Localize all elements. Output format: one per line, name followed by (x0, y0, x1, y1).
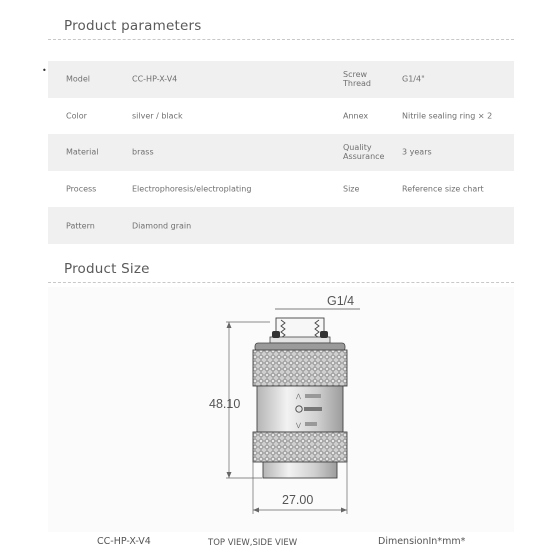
param-label: Pattern (66, 221, 95, 231)
param-label: Process (66, 184, 97, 194)
param-value: G1/4" (402, 74, 425, 84)
param-label: Screw Thread (343, 70, 371, 89)
param-value: silver / black (132, 111, 183, 121)
param-value: 3 years (402, 147, 432, 157)
params-section-title: Product parameters (64, 18, 202, 34)
param-value: Electrophoresis/electroplating (132, 184, 252, 194)
caption-view: TOP VIEW,SIDE VIEW (208, 538, 298, 548)
caption-unit: DimensionIn*mm* (378, 536, 466, 547)
caption-model: CC-HP-X-V4 (97, 536, 151, 547)
width-dimension-label: 27.00 (282, 493, 314, 507)
height-dimension-label: 48.10 (209, 397, 241, 411)
down-arrow-icon: ⋁ (296, 422, 301, 429)
up-arrow-icon: ⋀ (296, 393, 301, 400)
param-label: Quality Assurance (343, 143, 385, 162)
param-value: Diamond grain (132, 221, 192, 231)
param-label: Color (66, 111, 87, 121)
param-label: Model (66, 74, 91, 84)
param-label: Material (66, 147, 99, 157)
param-value: Nitrile sealing ring × 2 (402, 111, 493, 121)
size-section-title: Product Size (64, 261, 150, 277)
param-label: Annex (343, 111, 369, 121)
thread-size-label: G1/4 (327, 294, 355, 308)
stray-mark: • (42, 66, 47, 75)
param-label: Size (343, 184, 360, 194)
param-value: brass (132, 147, 154, 157)
param-value: Reference size chart (402, 184, 484, 194)
top-thread (270, 318, 330, 343)
param-value: CC-HP-X-V4 (132, 74, 178, 84)
fitting-body (253, 343, 347, 478)
